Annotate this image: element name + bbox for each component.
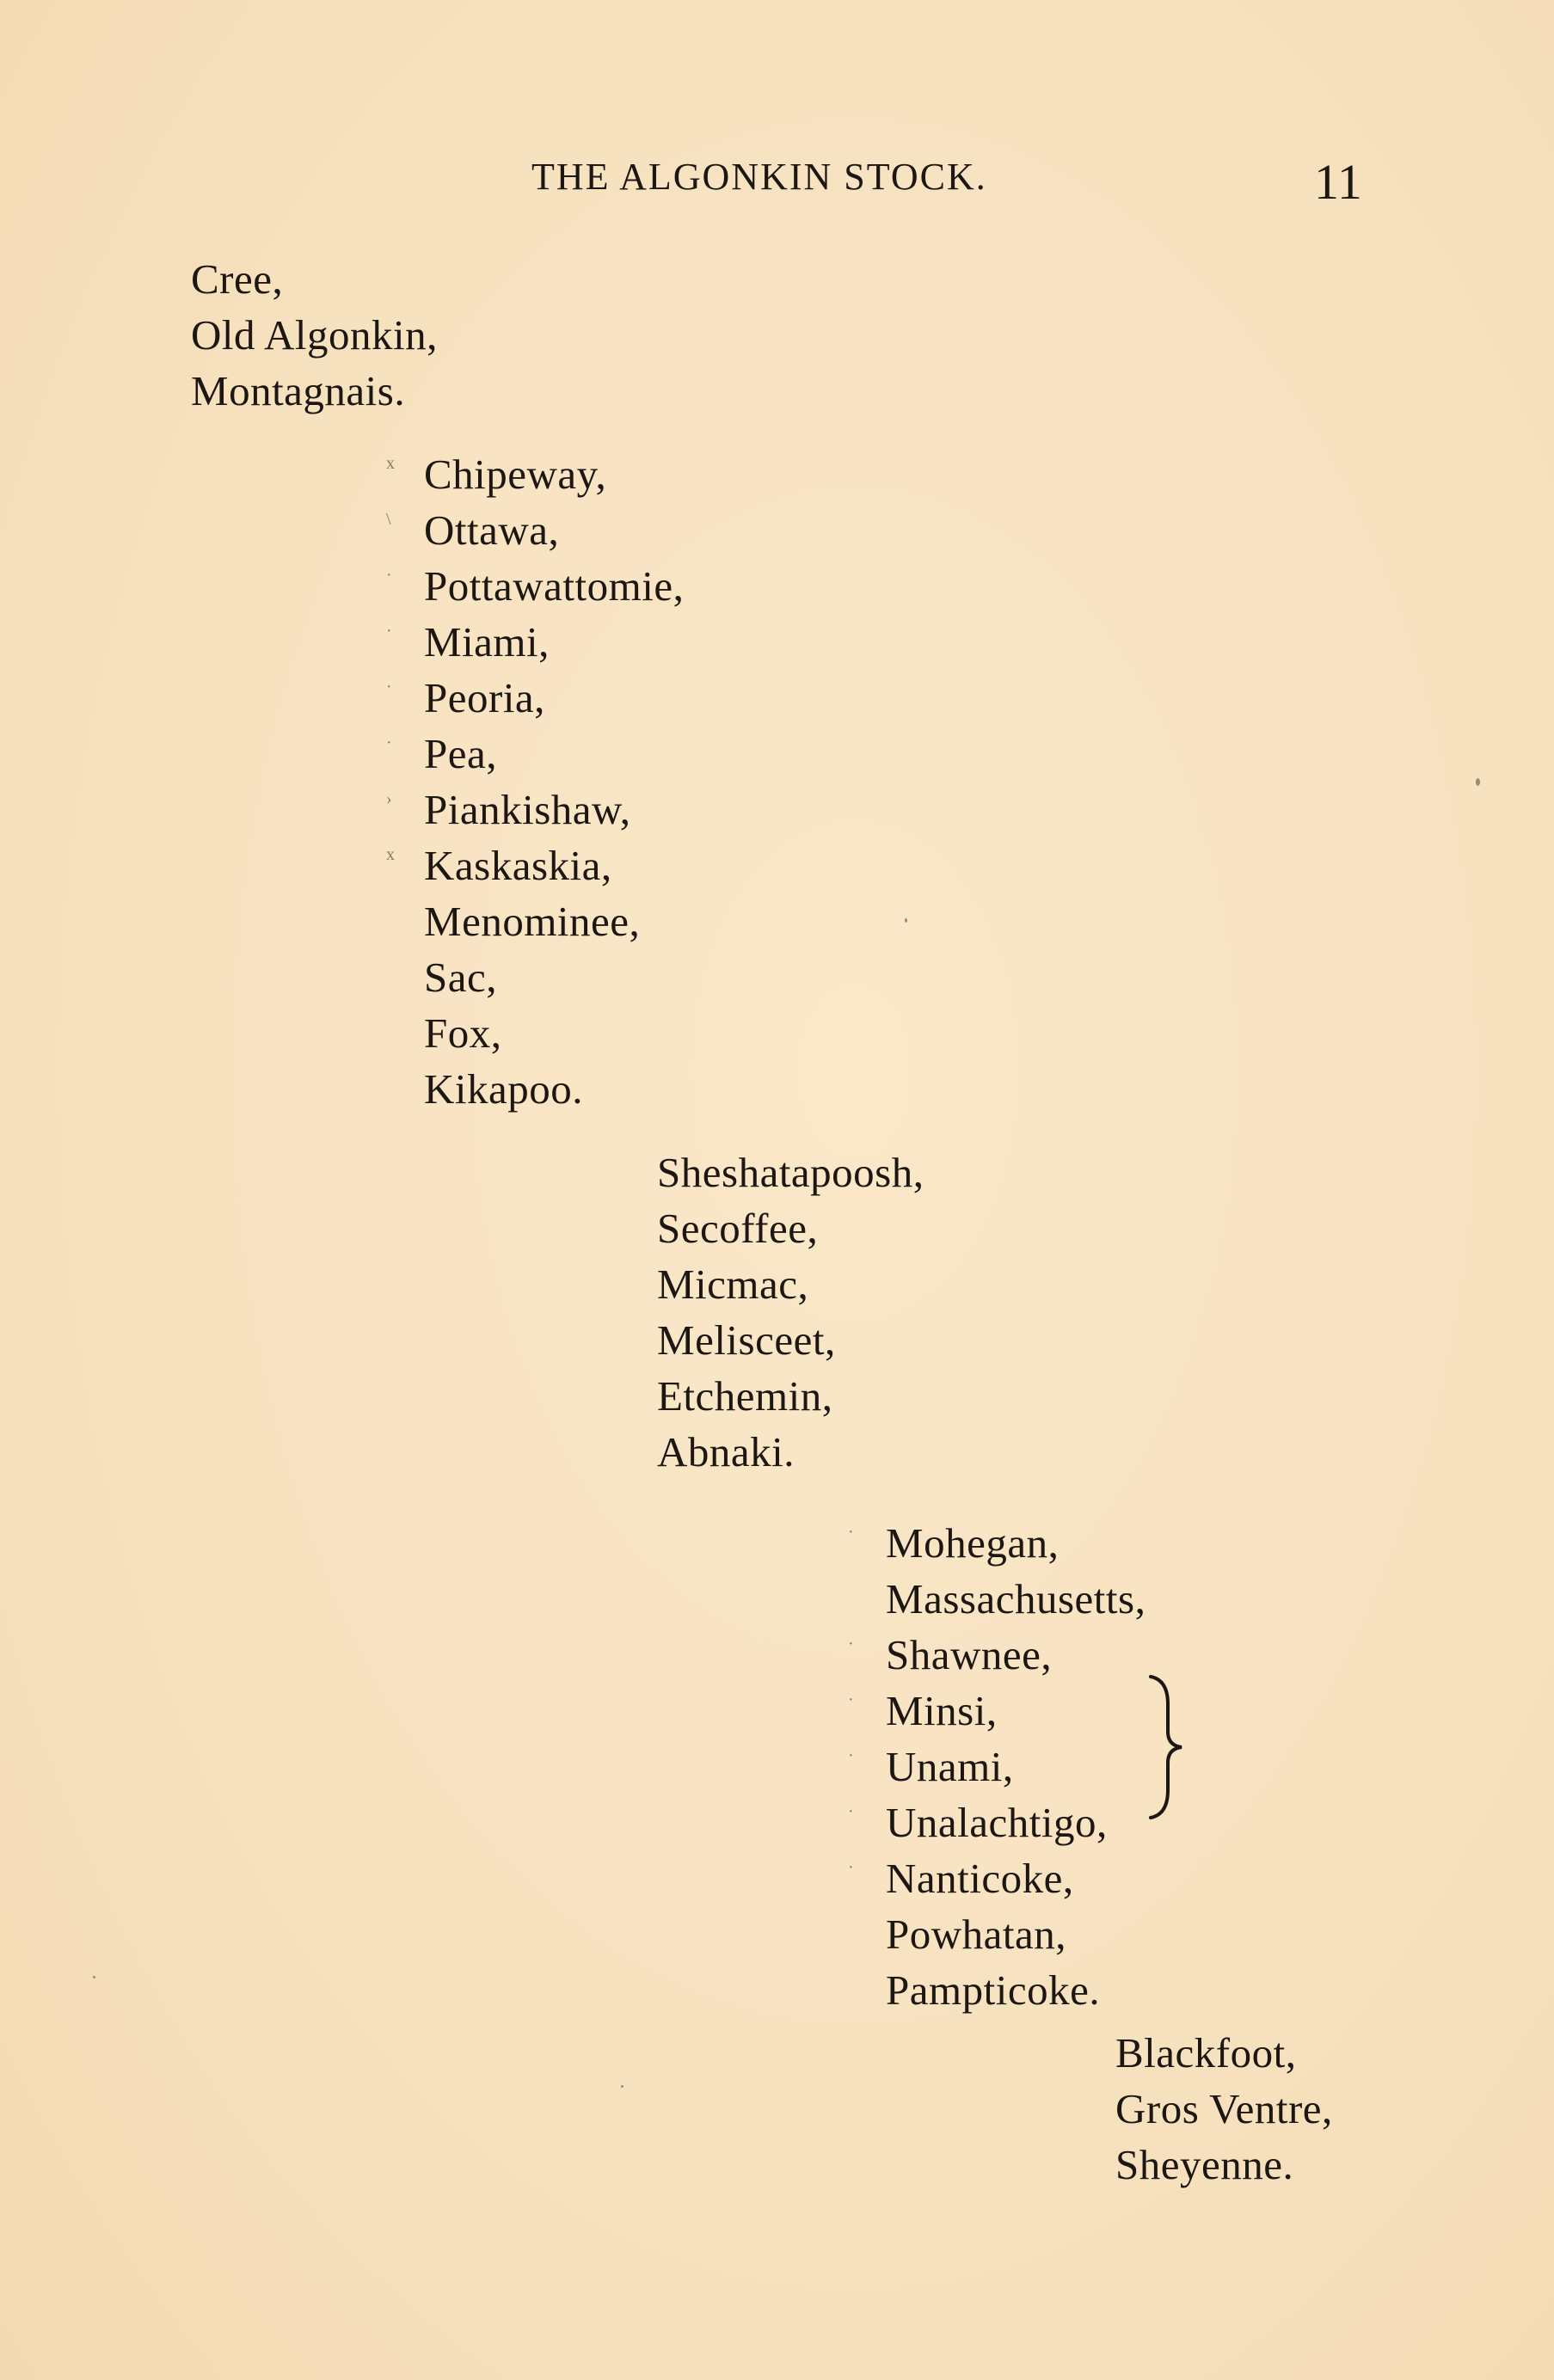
tribe-label: Shawnee, bbox=[886, 1631, 1053, 1678]
tribe-name bbox=[386, 558, 685, 614]
tribe-label: Gros Ventre, bbox=[1115, 2085, 1333, 2132]
tribe-name bbox=[657, 1144, 924, 1200]
tribe-name bbox=[848, 1627, 1146, 1683]
paper-speck bbox=[905, 918, 907, 923]
tribe-name bbox=[386, 726, 684, 782]
tribe-name bbox=[386, 670, 684, 726]
pencil-mark: · bbox=[386, 678, 393, 696]
pencil-mark: · bbox=[848, 1523, 855, 1542]
paper-speck bbox=[1476, 778, 1480, 786]
tribe-label: Sac, bbox=[424, 954, 497, 1001]
tribe-label: Montagnais. bbox=[191, 367, 406, 414]
paper-speck bbox=[621, 2085, 623, 2088]
tribe-name bbox=[386, 502, 684, 558]
tribe-name bbox=[1115, 2137, 1333, 2193]
tribe-label: Kikapoo. bbox=[424, 1065, 583, 1113]
pencil-mark: · bbox=[848, 1802, 855, 1821]
tribe-label: Melisceet, bbox=[657, 1316, 836, 1364]
tribe-label: Peoria, bbox=[424, 674, 545, 721]
tribe-name bbox=[886, 1962, 1146, 2018]
tribe-label: Pea, bbox=[424, 730, 497, 777]
pencil-mark: x bbox=[386, 845, 396, 864]
tribe-name bbox=[657, 1312, 924, 1368]
tribe-label: Minsi, bbox=[886, 1687, 998, 1734]
tribe-group-3 bbox=[657, 1144, 924, 1480]
tribe-label: Micmac, bbox=[657, 1261, 809, 1308]
pencil-mark: · bbox=[848, 1858, 855, 1877]
tribe-label: Sheyenne. bbox=[1115, 2141, 1294, 2188]
tribe-name bbox=[848, 1850, 1146, 1906]
tribe-name bbox=[386, 782, 684, 837]
delaware-brace bbox=[1144, 1670, 1195, 1825]
tribe-label: Pampticoke. bbox=[886, 1966, 1101, 2014]
tribe-label: Nanticoke, bbox=[886, 1855, 1074, 1902]
pencil-mark: · bbox=[848, 1635, 855, 1653]
tribe-group-1 bbox=[191, 251, 438, 419]
tribe-name bbox=[191, 307, 438, 363]
pencil-mark: · bbox=[386, 622, 393, 641]
pencil-mark: › bbox=[386, 789, 393, 808]
tribe-label: Abnaki. bbox=[657, 1428, 795, 1475]
tribe-name bbox=[386, 614, 684, 670]
tribe-name bbox=[657, 1256, 924, 1312]
tribe-name bbox=[191, 251, 438, 307]
tribe-label: Secoffee, bbox=[657, 1205, 819, 1252]
tribe-group-4 bbox=[848, 1515, 1146, 2018]
tribe-label: Massachusetts, bbox=[886, 1575, 1146, 1622]
tribe-label: Cree, bbox=[191, 255, 284, 303]
tribe-label: Sheshatapoosh, bbox=[657, 1149, 924, 1196]
tribe-name bbox=[1115, 2081, 1333, 2137]
tribe-label: Piankishaw, bbox=[424, 786, 631, 833]
tribe-name bbox=[424, 949, 684, 1005]
tribe-label: Etchemin, bbox=[657, 1372, 833, 1420]
tribe-name bbox=[848, 1683, 1146, 1739]
tribe-label: Miami, bbox=[424, 618, 550, 666]
tribe-label: Powhatan, bbox=[886, 1911, 1066, 1958]
tribe-name bbox=[848, 1739, 1146, 1794]
tribe-label: Unami, bbox=[886, 1743, 1014, 1790]
tribe-name bbox=[424, 1061, 684, 1117]
pencil-mark: · bbox=[386, 566, 393, 585]
tribe-name bbox=[657, 1424, 924, 1480]
tribe-name bbox=[191, 363, 438, 419]
tribe-label: Ottawa, bbox=[424, 506, 560, 554]
tribe-name bbox=[657, 1200, 924, 1256]
pencil-mark: · bbox=[848, 1746, 855, 1765]
tribe-label: Blackfoot, bbox=[1115, 2029, 1297, 2076]
tribe-name bbox=[848, 1794, 1146, 1850]
tribe-label: Kaskaskia, bbox=[424, 842, 612, 889]
tribe-label: Chipeway, bbox=[424, 451, 607, 498]
pencil-mark: \ bbox=[386, 510, 392, 529]
tribe-label: Fox, bbox=[424, 1009, 502, 1057]
tribe-label: Unalachtigo, bbox=[886, 1799, 1108, 1846]
tribe-name bbox=[424, 1005, 684, 1061]
tribe-name bbox=[886, 1571, 1146, 1627]
running-head: THE ALGONKIN STOCK. bbox=[531, 156, 987, 198]
tribe-group-2 bbox=[386, 446, 685, 1117]
pencil-mark: · bbox=[848, 1690, 855, 1709]
tribe-name bbox=[386, 446, 684, 502]
tribe-name bbox=[386, 837, 684, 893]
pencil-mark: · bbox=[386, 733, 393, 752]
tribe-name bbox=[848, 1515, 1146, 1571]
tribe-label: Pottawattomie, bbox=[424, 562, 685, 610]
paper-speck bbox=[93, 1976, 95, 1978]
tribe-name bbox=[1115, 2025, 1333, 2081]
tribe-label: Menominee, bbox=[424, 898, 641, 945]
tribe-name bbox=[657, 1368, 924, 1424]
tribe-group-5 bbox=[1115, 2025, 1333, 2193]
tribe-name bbox=[424, 893, 684, 949]
tribe-name bbox=[886, 1906, 1146, 1962]
tribe-label: Old Algonkin, bbox=[191, 311, 438, 359]
page-number: 11 bbox=[1314, 154, 1362, 210]
tribe-label: Mohegan, bbox=[886, 1519, 1060, 1567]
pencil-mark: x bbox=[386, 454, 396, 473]
